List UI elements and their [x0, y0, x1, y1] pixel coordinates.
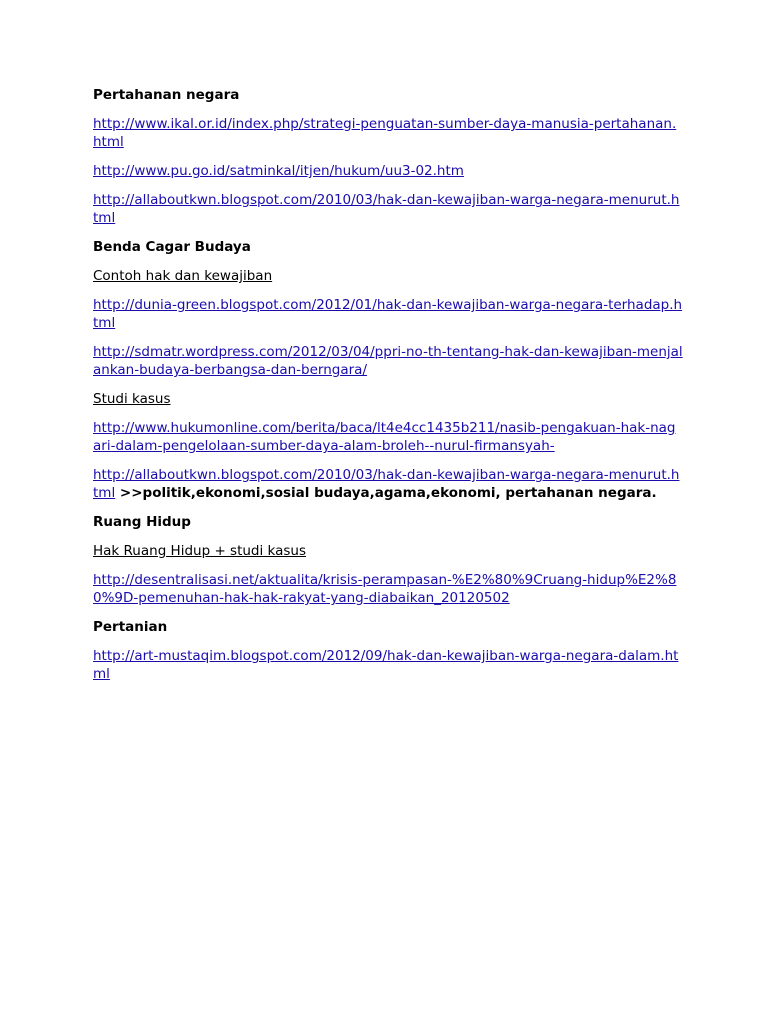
link-allaboutkwn-1[interactable]: http://allaboutkwn.blogspot.com/2010/03/hak-dan-kewajiban-warga-negara-menurut.html: [93, 192, 680, 226]
heading-benda-cagar-budaya: Benda Cagar Budaya: [93, 239, 251, 255]
heading-ruang-hidup: Ruang Hidup: [93, 514, 191, 530]
heading-pertahanan-negara: Pertahanan negara: [93, 87, 240, 103]
link-ikal[interactable]: http://www.ikal.or.id/index.php/strategi-penguatan-sumber-daya-manusia-pertahanan.html: [93, 116, 677, 150]
subheading-hak-ruang-hidup: Hak Ruang Hidup + studi kasus: [93, 543, 307, 559]
link-dunia-green[interactable]: http://dunia-green.blogspot.com/2012/01/hak-dan-kewajiban-warga-negara-terhadap.html: [93, 297, 683, 331]
subheading-contoh-hak: Contoh hak dan kewajiban: [93, 268, 273, 284]
heading-pertanian: Pertanian: [93, 619, 168, 635]
link-art-mustaqim[interactable]: http://art-mustaqim.blogspot.com/2012/09/hak-dan-kewajiban-warga-negara-dalam.html: [93, 648, 679, 682]
link-pu[interactable]: http://www.pu.go.id/satminkal/itjen/hukum/uu3-02.htm: [93, 163, 464, 179]
subheading-studi-kasus: Studi kasus: [93, 391, 171, 407]
document-page: [93, 86, 683, 694]
link-hukumonline[interactable]: http://www.hukumonline.com/berita/baca/lt4e4cc1435b211/nasib-pengakuan-hak-nagari-dalam-pengelolaan-sumber-daya-alam-broleh--nurul-firmansyah-: [93, 420, 676, 454]
link-desentralisasi[interactable]: http://desentralisasi.net/aktualita/krisis-perampasan-%E2%80%9Cruang-hidup%E2%80%9D-pemenuhan-hak-hak-rakyat-yang-diabaikan_20120502: [93, 572, 677, 606]
link-sdmatr[interactable]: http://sdmatr.wordpress.com/2012/03/04/ppri-no-th-tentang-hak-dan-kewajiban-menjalankan-budaya-berbangsa-dan-berngara/: [93, 344, 683, 378]
note-topics: >>politik,ekonomi,sosial budaya,agama,ekonomi, pertahanan negara.: [115, 485, 657, 501]
link-allaboutkwn-2[interactable]: http://allaboutkwn.blogspot.com/2010/03/hak-dan-kewajiban-warga-negara-menurut.html: [93, 467, 680, 501]
